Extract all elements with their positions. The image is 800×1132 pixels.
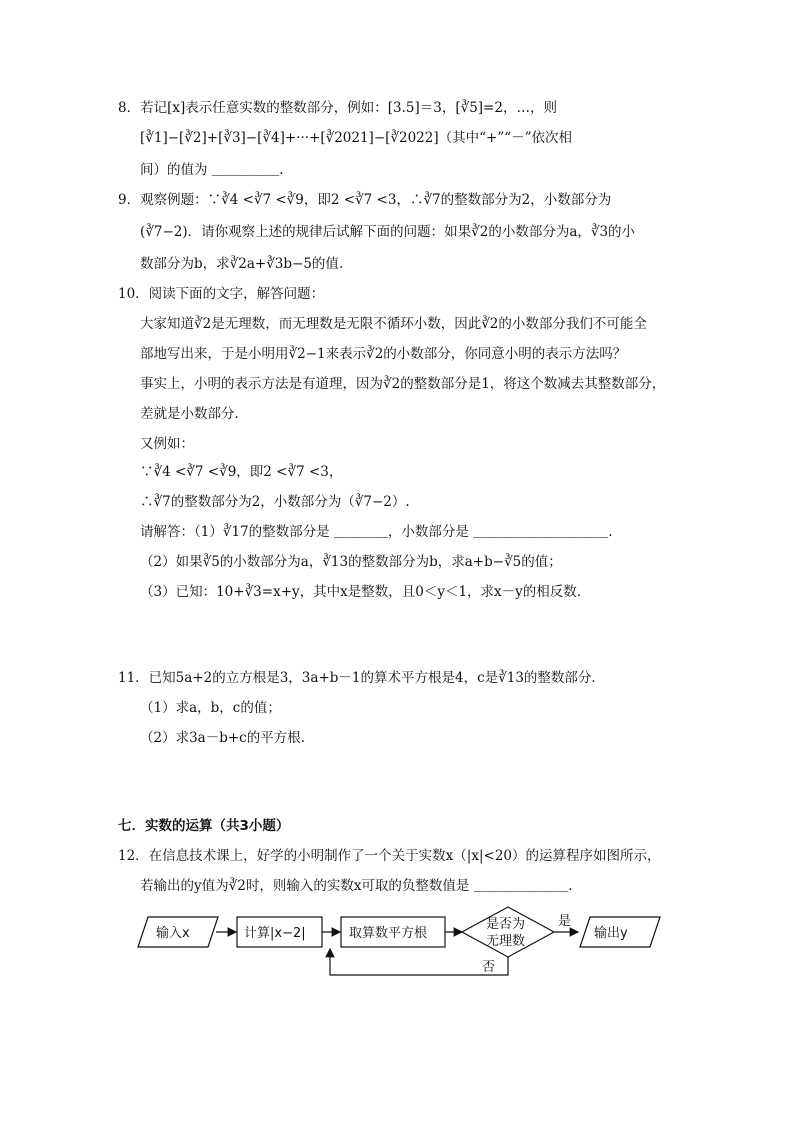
q10-line-4: 事实上，小明的表示方法是有道理，因为∛2的整数部分是1，将这个数减去其整数部分， xyxy=(140,376,666,392)
input-label: 输入x xyxy=(156,926,190,941)
compute-label: 计算|x−2| xyxy=(244,926,306,941)
q9-line-1: 9．观察例题：∵∛4 <∛7 <∛9，即2 <∛7 <3，∴∛7的整数部分为2，小数部分为 xyxy=(118,192,612,208)
flowchart xyxy=(130,905,690,995)
q11-line-1: 11．已知5a+2的立方根是3，3a+b－1的算术平方根是4，c是∛13的整数部分. xyxy=(118,670,596,686)
q10-line-2: 大家知道∛2是无理数，而无理数是无限不循环小数，因此∛2的小数部分我们不可能全 xyxy=(140,316,647,332)
q12-line-1: 12．在信息技术课上，好学的小明制作了一个关于实数x（|x|<20）的运算程序如图所示， xyxy=(118,848,661,864)
q8-line-2: [∛1]−[∛2]+[∛3]−[∛4]+···+[∛2021]−[∛2022]（其中“+”“－”依次相 xyxy=(140,130,573,146)
q11-line-2: （1）求a，b，c的值； xyxy=(140,700,281,716)
q11-line-3: （2）求3a－b+c的平方根. xyxy=(140,730,306,746)
decision-label-2: 无理数 xyxy=(486,934,526,949)
q10-line-3: 部地写出来，于是小明用∛2−1来表示∛2的小数部分，你同意小明的表示方法吗？ xyxy=(140,346,627,362)
q9-line-3: 数部分为b，求∛2a+∛3b−5的值. xyxy=(140,256,344,272)
q12-line-2: 若输出的y值为∛2时，则输入的实数x可取的负整数值是 ＿＿＿＿＿＿＿. xyxy=(140,878,573,894)
decision-label-1: 是否为 xyxy=(486,917,526,932)
section-heading: 七．实数的运算（共3小题） xyxy=(118,818,290,834)
q9-line-2: (∛7−2)．请你观察上述的规律后试解下面的问题：如果∛2的小数部分为a，∛3的小 xyxy=(140,224,636,240)
q10-line-10: （2）如果∛5的小数部分为a，∛13的整数部分为b，求a+b−∛5的值； xyxy=(140,554,562,570)
q10-line-7: ∵∛4 <∛7 <∛9，即2 <∛7 <3， xyxy=(140,464,343,480)
q10-line-9: 请解答：（1）∛17的整数部分是 ＿＿＿＿，小数部分是 ＿＿＿＿＿＿＿＿＿＿. xyxy=(140,524,613,540)
output-label: 输出y xyxy=(594,926,628,941)
q8-line-1: 8．若记[x]表示任意实数的整数部分，例如：[3.5]＝3，[∛5]=2，…，则 xyxy=(118,100,557,116)
q10-line-5: 差就是小数部分. xyxy=(140,406,239,422)
decision-diamond xyxy=(462,907,554,957)
q10-line-1: 10．阅读下面的文字，解答问题： xyxy=(118,286,325,302)
q10-line-6: 又例如： xyxy=(140,436,194,452)
q10-line-11: （3）已知：10+∛3=x+y，其中x是整数，且0＜y＜1，求x－y的相反数. xyxy=(140,584,582,600)
yes-label: 是 xyxy=(558,914,572,929)
no-label: 否 xyxy=(482,960,496,975)
q8-line-3: 间）的值为 ＿＿＿＿＿. xyxy=(140,162,284,178)
sqrt-label: 取算数平方根 xyxy=(349,926,428,941)
q10-line-8: ∴∛7的整数部分为2，小数部分为（∛7−2）. xyxy=(140,494,410,510)
